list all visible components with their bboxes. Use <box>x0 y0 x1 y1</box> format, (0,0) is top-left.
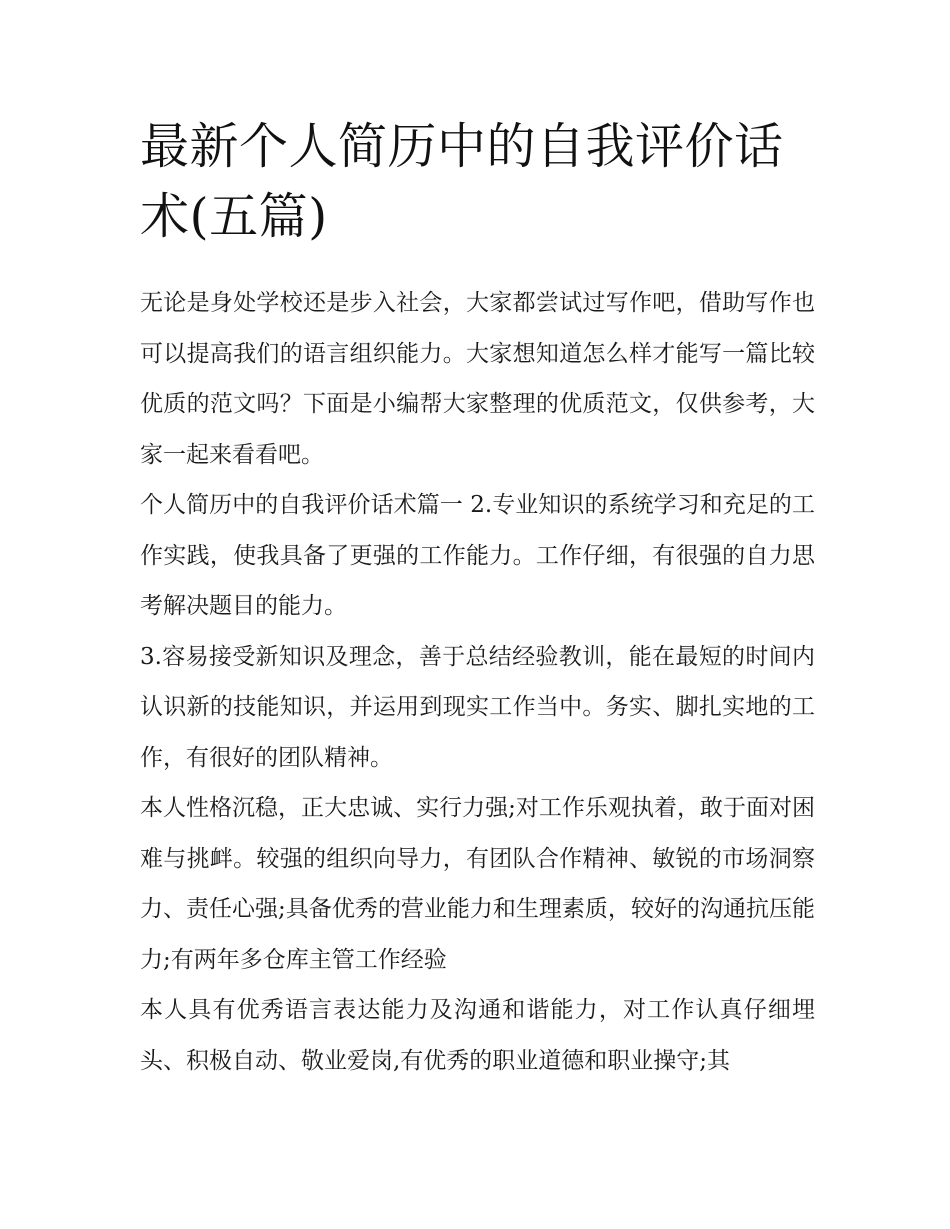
document-page <box>140 112 815 1086</box>
document-body <box>140 278 815 1086</box>
document-title: 最新个人简历中的自我评价话术(五篇) <box>140 118 784 245</box>
paragraph-item-three: 3.容易接受新知识及理念，善于总结经验教训，能在最短的时间内认识新的技能知识，并运用到现实工作当中。务实、脚扎实地的工作，有很好的团队精神。 <box>140 643 815 771</box>
paragraph-abilities: 本人具有优秀语言表达能力及沟通和谐能力，对工作认真仔细埋头、积极自动、敬业爱岗,有优秀的职业道德和职业操守;其 <box>140 997 815 1074</box>
paragraph-intro: 无论是身处学校还是步入社会，大家都尝试过写作吧，借助写作也可以提高我们的语言组织能力。大家想知道怎么样才能写一篇比较优质的范文吗？下面是小编帮大家整理的优质范文，仅供参考，大家一起来看看吧。 <box>140 290 815 468</box>
paragraph-section-one: 个人简历中的自我评价话术篇一 2.专业知识的系统学习和充足的工作实践，使我具备了更强的工作能力。工作仔细，有很强的自力思考解决题目的能力。 <box>140 492 815 619</box>
paragraph-personality: 本人性格沉稳，正大忠诚、实行力强;对工作乐观执着，敢于面对困难与挑衅。较强的组织向导力，有团队合作精神、敏锐的市场洞察力、责任心强;具备优秀的营业能力和生理素质，较好的沟通抗压能力;有两年多仓库主管工作经验 <box>140 795 815 973</box>
